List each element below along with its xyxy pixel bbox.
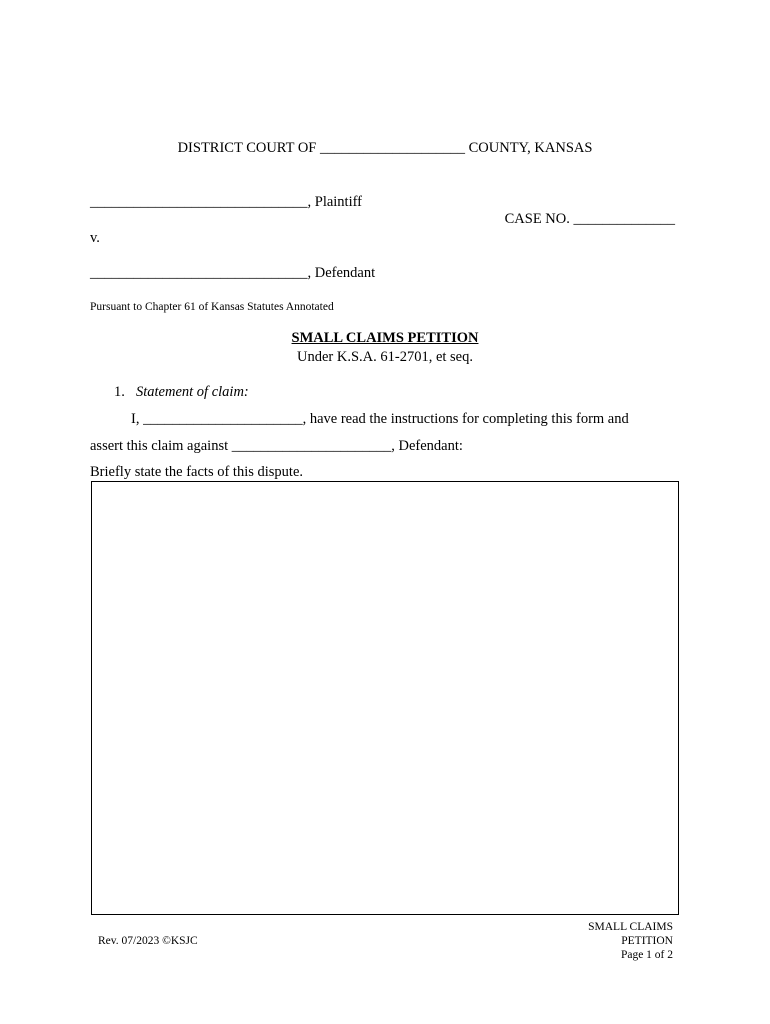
defendant-line: ______________________________, Defendant: [90, 265, 376, 281]
section-heading: Statement of claim:: [136, 384, 249, 400]
section-number: 1.: [114, 384, 125, 400]
document-title: SMALL CLAIMS PETITION: [291, 330, 479, 346]
claim-line-1: I, ______________________, have read the instructions for completing this form and: [131, 411, 629, 427]
footer-form-name-1: SMALL CLAIMS: [588, 921, 673, 933]
facts-prompt: Briefly state the facts of this dispute.: [90, 464, 304, 480]
footer-form-info: [533, 920, 673, 962]
pursuant-note: Pursuant to Chapter 61 of Kansas Statutes Annotated: [90, 301, 334, 313]
court-heading: DISTRICT COURT OF ____________________ COUNTY, KANSAS: [177, 140, 593, 156]
versus-label: v.: [90, 230, 100, 246]
revision-note: Rev. 07/2023 ©KSJC: [98, 935, 198, 947]
facts-text-box[interactable]: [91, 481, 679, 915]
claim-line-2: assert this claim against ______________________, Defendant:: [90, 438, 463, 454]
plaintiff-line: ______________________________, Plaintiff: [90, 194, 363, 210]
case-number: CASE NO. ______________: [504, 211, 675, 227]
page-number: Page 1 of 2: [620, 949, 673, 961]
document-subtitle: Under K.S.A. 61-2701, et seq.: [297, 349, 473, 365]
footer-form-name-2: PETITION: [621, 935, 673, 947]
